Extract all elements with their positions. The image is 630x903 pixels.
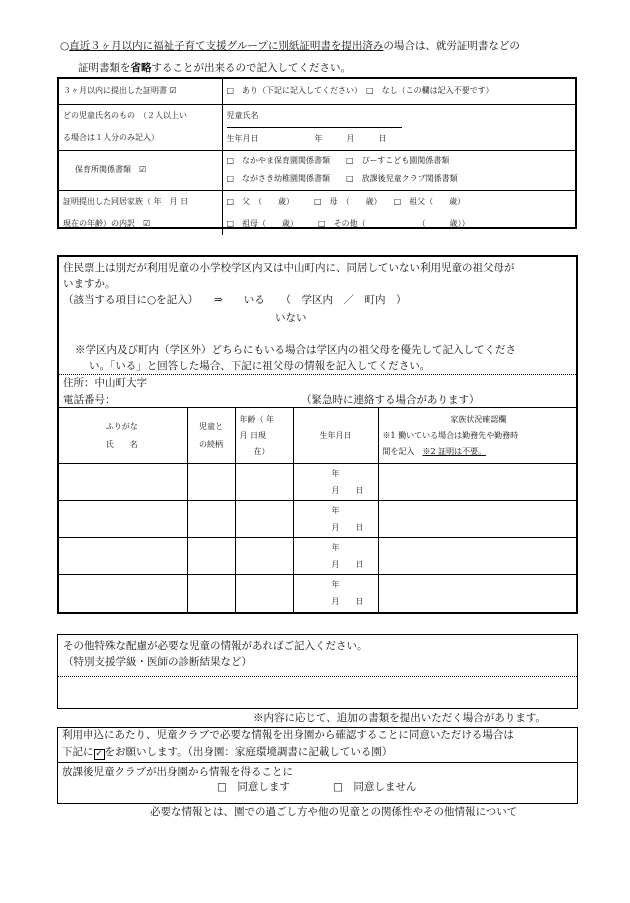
name-cell[interactable] <box>57 575 187 612</box>
table-row <box>57 501 578 538</box>
certificate-table <box>57 77 577 229</box>
agree-option[interactable]: □ 同意します <box>217 781 290 793</box>
cert-submitted-label: ３ヶ月以内に提出した証明書 ☑ <box>59 79 222 104</box>
nursery-docs-label: 保育所関係書類 ☑ <box>59 150 222 190</box>
age-cell[interactable] <box>235 501 293 538</box>
address-label[interactable]: 住所：中山町大字 <box>63 377 147 389</box>
relation-header: 児童と の続柄 <box>187 408 235 464</box>
name-cell[interactable] <box>57 538 187 575</box>
name-header: ふりがな 氏 名 <box>57 408 187 464</box>
age-header: 年齢（ 年 月 日現 在） <box>235 408 293 464</box>
special-needs-line-2: （特別支援学級・医師の診断結果など） <box>63 656 252 668</box>
child-name-label: どの児童氏名のもの （２人以上い る場合は１人分のみ記入） <box>59 104 222 150</box>
disagree-option[interactable]: □ 同意しません <box>333 781 417 793</box>
age-cell[interactable] <box>235 464 293 501</box>
grandparents-question-2: いますか。 <box>63 278 116 290</box>
dob-cell[interactable]: 年 月 日 <box>293 575 378 612</box>
grandparents-note-1: ※学区内及び町内（学区外）どちらにもいる場合は学区内の祖父母を優先して記入してくださ <box>75 344 516 356</box>
special-needs-input[interactable] <box>58 677 577 708</box>
intro-line-1: ○直近３ヶ月以内に福祉子育て支援グループに別紙証明書を提出済みの場合は、就労証明書などの <box>60 40 520 52</box>
intro-line-2: 証明書類を省略することが出来るので記入してください。 <box>78 62 351 74</box>
age-cell[interactable] <box>235 575 293 612</box>
family-label: 証明提出した同居家族（ 年 月 日 現在の年齢）の内訳 ☑ <box>59 190 222 235</box>
divider <box>58 762 577 763</box>
grandparents-instruction[interactable]: （該当する項目に○を記入） ⇒ いる （ 学区内 ／ 町内 ） <box>63 294 407 306</box>
consent-line-1: 利用申込にあたり、児童クラブで必要な情報を出身園から確認することに同意いただける場合は <box>62 729 514 741</box>
family-status-cell[interactable] <box>378 501 578 538</box>
checkbox-icon: ✓ <box>95 749 103 759</box>
family-status-cell[interactable] <box>378 575 578 612</box>
dob-cell[interactable]: 年 月 日 <box>293 501 378 538</box>
relation-cell[interactable] <box>187 575 235 612</box>
family-status-header: 家族状況確認欄 ※1 働いている場合は勤務先や勤務時 間を記入 ※2 証明は不要。 <box>382 414 519 456</box>
dob-cell[interactable]: 年 月 日 <box>293 538 378 575</box>
notice-text: ※内容に応じて、追加の書類を提出いただく場合があります。 <box>253 712 546 724</box>
grandparents-none-option[interactable]: いない <box>275 312 307 324</box>
grandparents-question-1: 住民票上は別だが利用児童の小学校学区内又は中山町内に、同居していない利用児童の祖父母が <box>63 262 515 274</box>
divider <box>59 374 576 375</box>
dob-header: 生年月日 <box>293 408 378 464</box>
table-row <box>57 464 578 501</box>
age-cell[interactable] <box>235 538 293 575</box>
relation-cell[interactable] <box>187 501 235 538</box>
consent-question: 放課後児童クラブが出身園から情報を得ることに <box>62 766 293 778</box>
consent-line-2: 下記に ✓ をお願いします。（出身園：家庭環境調書に記載している園） <box>62 746 393 759</box>
grandparents-note-2: い。「いる」と回答した場合、下記に祖父母の情報を記入してください。 <box>89 360 431 372</box>
family-status-cell[interactable] <box>378 538 578 575</box>
table-row <box>57 538 578 575</box>
name-cell[interactable] <box>57 464 187 501</box>
phone-note: （緊急時に連絡する場合があります） <box>301 394 480 406</box>
child-name-field[interactable]: 児童氏名 生年月日 年 月 日 <box>222 104 575 150</box>
nursery-docs-options[interactable]: □ なかやま保育園関係書類 □ ぴーすこども園関係書類 □ ながさき幼稚園関係書類 □ 放課後児童クラブ関係書類 <box>226 156 458 183</box>
cert-submitted-options[interactable]: □ あり（下記に記入してください） □ なし（この欄は記入不要です） <box>226 86 494 96</box>
relation-cell[interactable] <box>187 464 235 501</box>
table-row <box>57 575 578 612</box>
family-options[interactable]: □ 父 （ 歳） □ 母 （ 歳） □ 祖父（ 歳） □ 祖母（ 歳） □ その他（ （ 歳）） <box>226 196 470 228</box>
name-cell[interactable] <box>57 501 187 538</box>
footer-text: 必要な情報とは、園での過ごし方や他の児童との関係性やその他情報について <box>150 806 518 818</box>
family-status-cell[interactable] <box>378 464 578 501</box>
relation-cell[interactable] <box>187 538 235 575</box>
phone-label[interactable]: 電話番号： <box>63 394 116 406</box>
special-needs-line-1: その他特殊な配慮が必要な児童の情報があればご記入ください。 <box>63 640 368 652</box>
grandparents-table <box>57 407 578 612</box>
dob-cell[interactable]: 年 月 日 <box>293 464 378 501</box>
